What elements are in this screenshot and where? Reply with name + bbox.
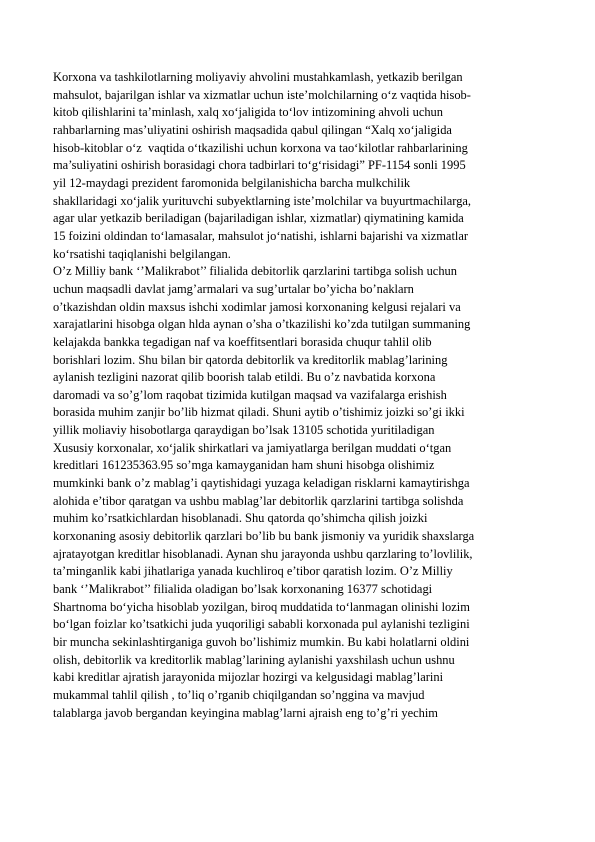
text-line: daromadi va so’g’lom raqobat tizimida kutilgan maqsad va vazifalarga erishish <box>53 387 447 402</box>
text-line: bo‘lgan foizlar ko’tsatkichi juda yuqoriligi sababli korxonada pul aylanishi tezligini <box>53 617 470 632</box>
text-line: borishlari lozim. Shu bilan bir qatorda debitorlik va kreditorlik mablag’larining <box>53 352 448 367</box>
text-line: mahsulot, bajarilgan ishlar va xizmatlar uchun iste’molchilarning o‘z vaqtida hisob- <box>53 87 471 102</box>
paragraph-receivables-bank <box>53 263 593 722</box>
text-line: ko‘rsatishi taqiqlanishi belgilangan. <box>53 246 231 261</box>
text-line: kreditlari 161235363.95 so’mga kamayganidan ham shuni hisobga olishimiz <box>53 458 435 473</box>
text-line: yil 12-maydagi prezident faromonida belgilanishicha barcha mulkchilik <box>53 175 411 190</box>
text-line: korxonaning asosiy debitorlik qarzlari bo’lib bu bank jismoniy va yuridik shaxslarga <box>53 529 475 544</box>
text-line: olish, debitorlik va kreditorlik mablag’larining aylanishi yaxshilash uchun ushnu <box>53 652 455 667</box>
text-line: borasida muhim zanjir bo’lib hizmat qiladi. Shuni aytib o’tishimiz joizki so’gi ikki <box>53 405 465 420</box>
text-line: bir muncha sekinlashtirganiga guvoh bo’lishimiz mumkin. Bu kabi holatlarni oldini <box>53 635 470 649</box>
text-line: bank ‘’Malikrabot’’ filialida oladigan bo’lsak korxonaning 16377 schotidagi <box>53 582 433 597</box>
text-line: hisob-kitoblar o‘z vaqtida o‘tkazilishi uchun korxona va tao‘kilotlar rahbarlarining <box>53 140 468 155</box>
paragraph-payment-discipline <box>53 69 593 263</box>
text-line: xarajatlarini hisobga olgan hlda aynan o’sha o’tkazilishi ko’zda tutilgan summaning <box>53 317 471 332</box>
text-line: mukammal tahlil qilish , to’liq o’rganib chiqilgandan so’nggina va mavjud <box>53 687 425 702</box>
text-line: ma’suliyatini oshirish borasidagi chora tadbirlari to‘g‘risidagi” PF-1154 sonli 1995 <box>53 158 466 173</box>
text-line: Xususiy korxonalar, xo‘jalik shirkatlari va jamiyatlarga berilgan muddati o‘tgan <box>53 440 452 455</box>
text-line: aylanish tezligini nazorat qilib boorish talab etildi. Bu o’z navbatida korxona <box>53 370 436 385</box>
text-line: muhim ko’rsatkichlardan hisoblanadi. Shu qatorda qo’shimcha qilish joizki <box>53 511 428 526</box>
text-line: shakllaridagi xo‘jalik yurituvchi subyektlarning iste’molchilar va buyurtmachilarga, <box>53 193 472 208</box>
document-page <box>53 69 593 722</box>
text-line: ta’minganlik kabi jihatlariga yanada kuchliroq e’tibor qaratish lozim. O’z Milliy <box>53 564 453 579</box>
text-line: kitob qilishlarini ta’minlash, xalq xo‘jaligida to‘lov intizomining ahvoli uchun <box>53 105 443 120</box>
text-line: talablarga javob bergandan keyingina mablag’larni ajraish eng to’g’ri yechim <box>53 705 438 720</box>
text-line: Korxona va tashkilotlarning moliyaviy ahvolini mustahkamlash, yetkazib berilgan <box>53 70 463 84</box>
text-line: kelajakda bankka tegadigan naf va koeffitsentlari borasida chuqur tahlil olib <box>53 334 432 349</box>
text-line: mumkinki bank o’z mablag’i qaytishidagi yuzaga keladigan risklarni kamaytirishga <box>53 476 470 491</box>
text-line: ajratayotgan kreditlar hisoblanadi. Aynan shu jarayonda ushbu qarzlaring to’lovlilik, <box>53 546 473 561</box>
text-line: kabi kreditlar ajratish jarayonida mijozlar hozirgi va kelgusidagi mablag’larini <box>53 670 444 685</box>
text-line: o’tkazishdan oldin maxsus ishchi xodimlar jamosi korxonaning kelgusi rejalari va <box>53 299 461 314</box>
text-line: yillik moliaviy hisobotlarga qaraydigan bo’lsak 13105 schotida yuritiladigan <box>53 423 435 438</box>
text-line: 15 foizini oldindan to‘lamasalar, mahsulot jo‘natishi, ishlarni bajarishi va xizmatlar <box>53 228 469 243</box>
text-line: Shartnoma bo‘yicha hisoblab yozilgan, biroq muddatida to‘lanmagan olinishi lozim <box>53 599 470 614</box>
text-line: agar ular yetkazib beriladigan (bajariladigan ishlar, xizmatlar) qiymatining kamida <box>53 211 464 226</box>
text-line: rahbarlarning mas’uliyatini oshirish maqsadida qabul qilingan “Xalq xo‘jaligida <box>53 122 452 137</box>
text-line: alohida e’tibor qaratgan va ushbu mablag’lar debitorlik qarzlarini tartibga solishda <box>53 493 464 508</box>
text-line: O’z Milliy bank ‘’Malikrabot’’ filialida debitorlik qarzlarini tartibga solish uchun <box>53 264 457 279</box>
text-line: uchun maqsadli davlat jamg’armalari va sug’urtalar bo’yicha bo’naklarn <box>53 281 414 296</box>
